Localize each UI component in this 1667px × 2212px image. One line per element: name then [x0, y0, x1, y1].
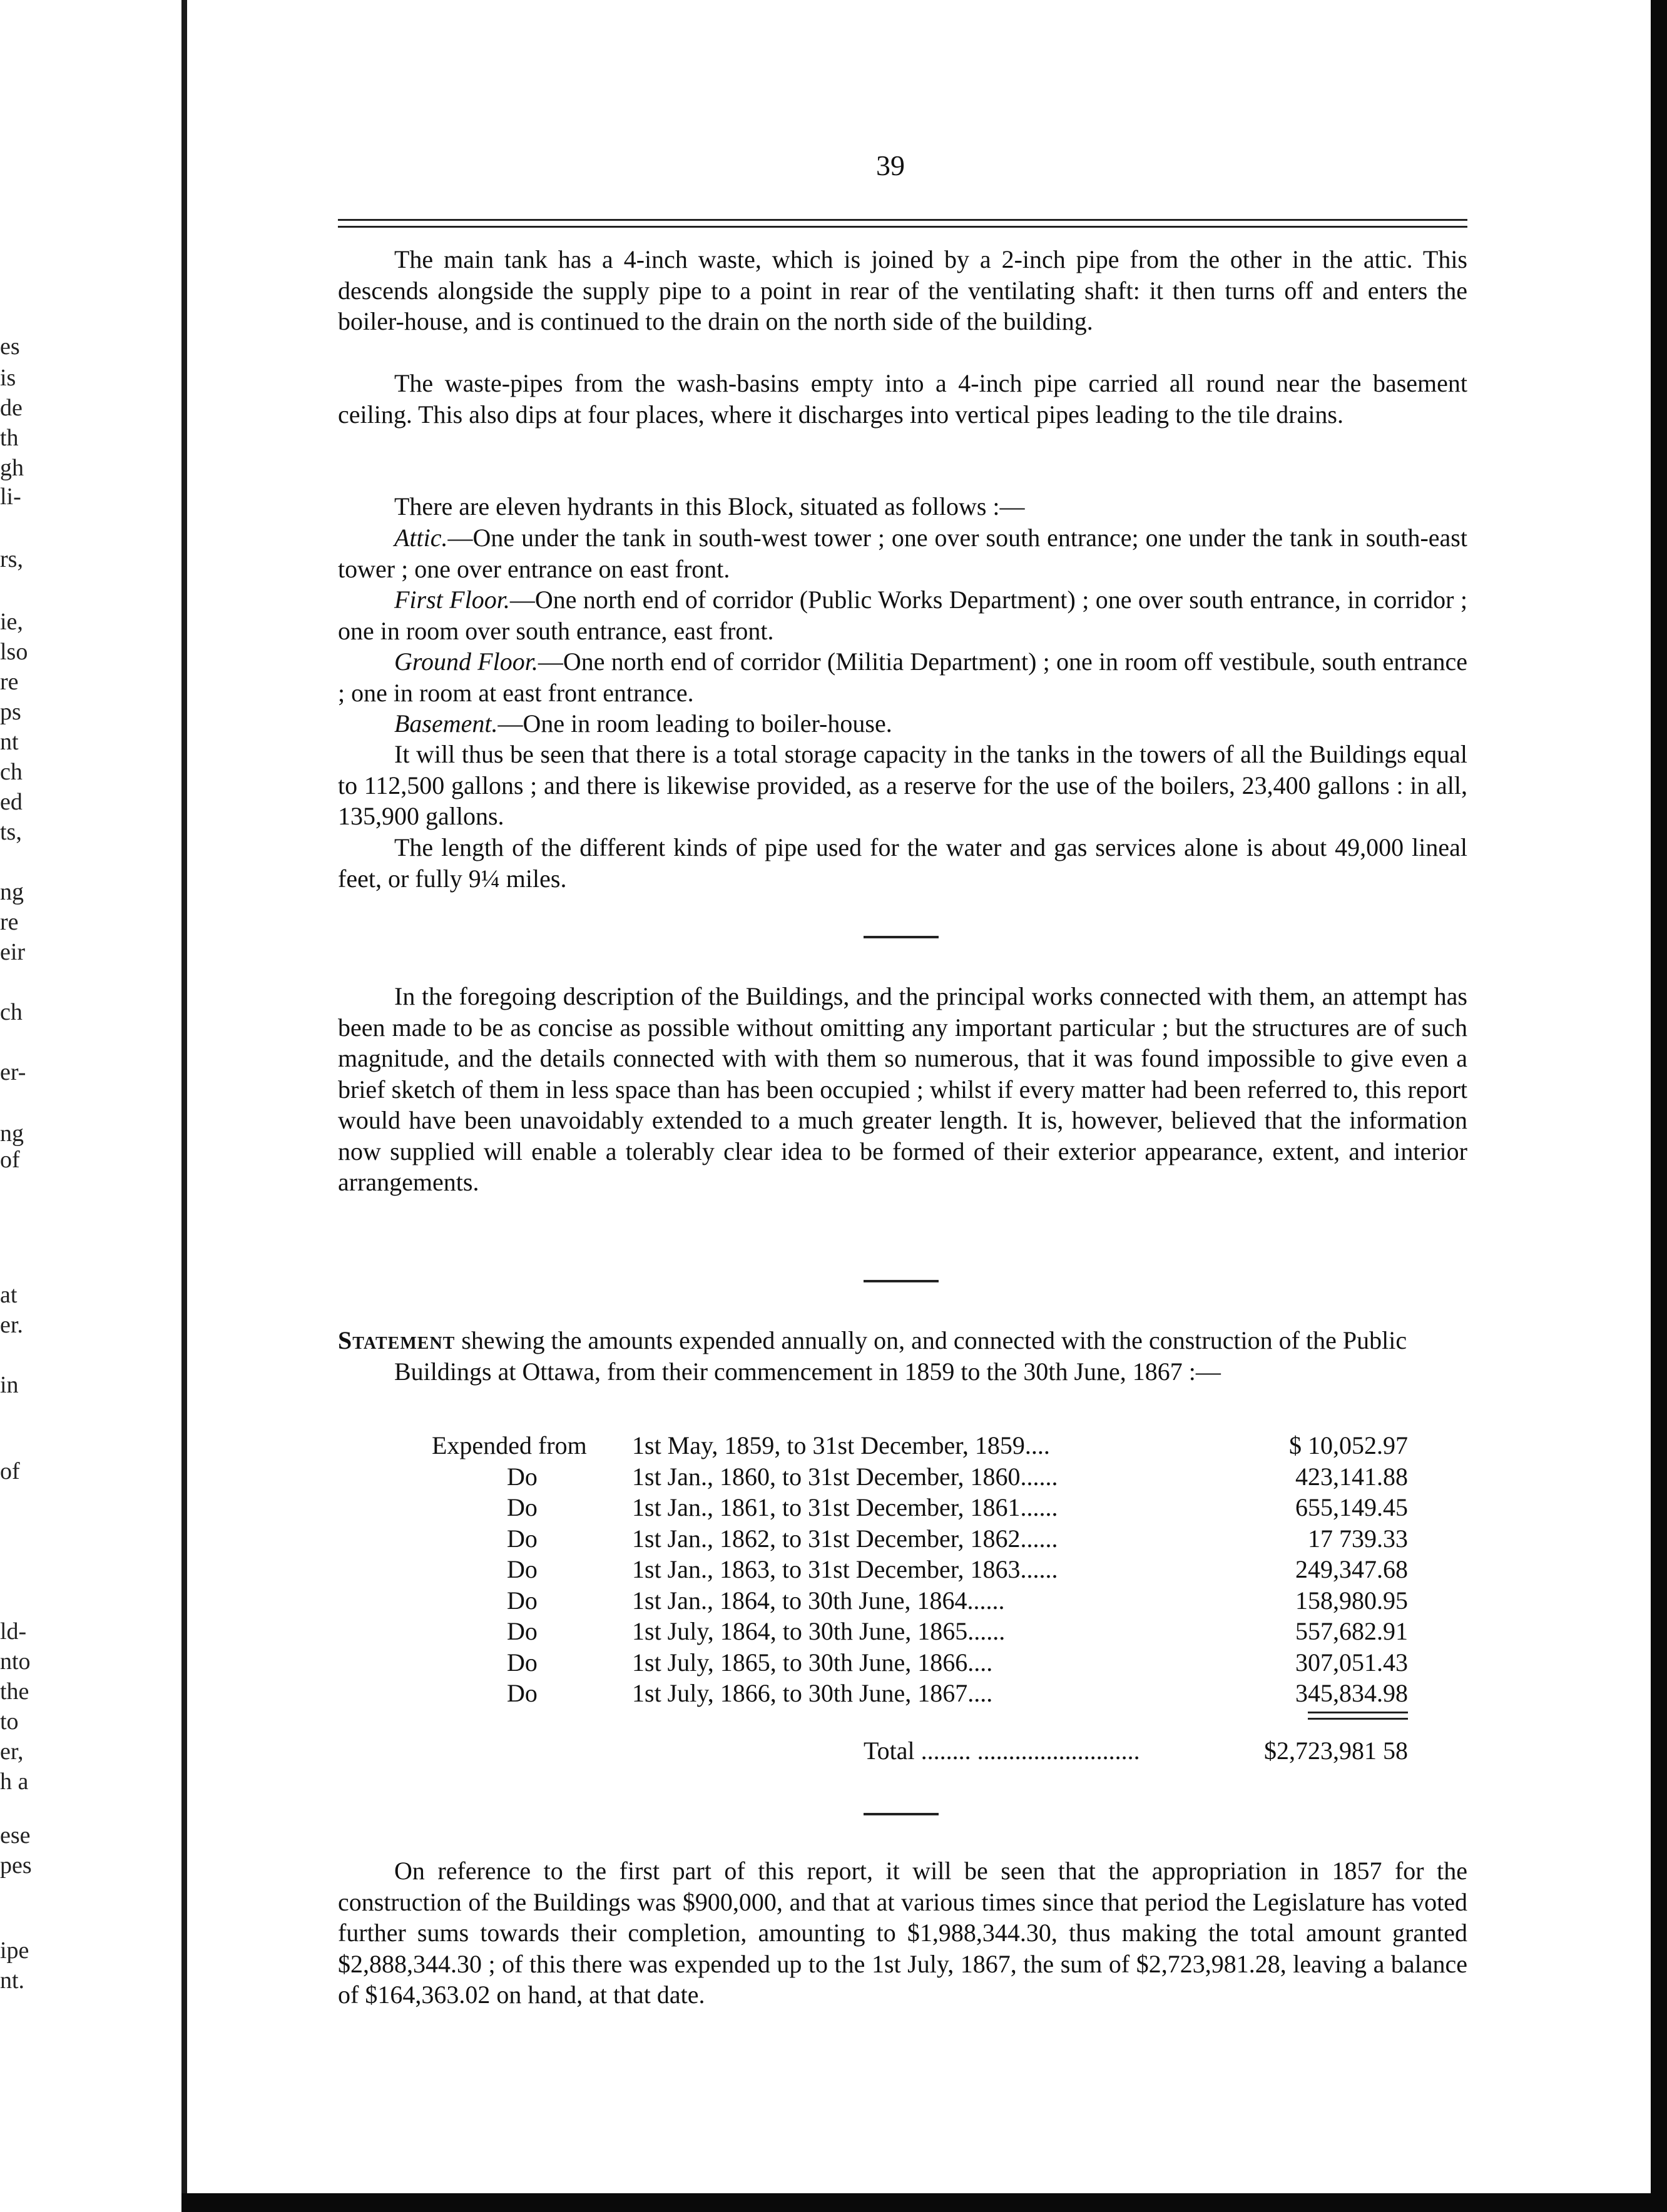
- bleed-text: th: [0, 425, 19, 451]
- bleed-text: er.: [0, 1312, 23, 1338]
- paragraph-basement: [338, 708, 1467, 739]
- row-amount: 17 739.33: [1308, 1524, 1408, 1553]
- section-divider: [864, 1280, 939, 1282]
- bleed-text: pes: [0, 1852, 32, 1879]
- scan-edge-left: [181, 0, 187, 2212]
- bleed-text: er-: [0, 1059, 26, 1085]
- bleed-text: h a: [0, 1768, 29, 1795]
- basement-text: —One in room leading to boiler-house.: [497, 709, 892, 738]
- row-amount: 345,834.98: [1295, 1679, 1408, 1707]
- row-prefix: Expended from: [432, 1431, 587, 1459]
- bleed-text: de: [0, 395, 23, 421]
- bleed-text: nto: [0, 1648, 31, 1675]
- table-row: [432, 1461, 1408, 1493]
- paragraph-hydrants-intro: There are eleven hydrants in this Block, situated as follows :—: [394, 492, 1025, 520]
- header-double-rule: [338, 219, 1467, 228]
- row-prefix: Do: [507, 1524, 538, 1553]
- row-prefix: Do: [507, 1493, 538, 1521]
- ground-floor-lead: Ground Floor.: [394, 647, 538, 676]
- bleed-text: ese: [0, 1822, 31, 1849]
- statement-intro: [338, 1325, 1467, 1387]
- bleed-text: in: [0, 1372, 19, 1398]
- scan-edge-bottom: [181, 2193, 1667, 2212]
- statement-heading: [338, 1325, 1467, 1387]
- ground-floor-text: —One north end of corridor (Militia Department) ; one in room off vestibule, south entrance ; one in room at east front entrance.: [338, 647, 1467, 707]
- total-double-rule: [1308, 1712, 1408, 1720]
- paragraph-conclusion: In the foregoing description of the Buildings, and the principal works connected with them, an attempt has been made to be as concise as possible without omitting any important particular ; but the structures are of such magnitude, and the details connected with with them so numerous, that it was found impossible to give even a brief sketch of them in less space than has been occupied ; whilst if every matter had been referred to, this report would have been unavoidably extended to a much greater length. It is, however, believed that the information now supplied will enable a tolerably clear idea to be formed of their exterior appearance, extent, and interior arrangements.: [338, 982, 1467, 1196]
- statement-intro-text: shewing the amounts expended annually on, and connected with the construction of the Public Buildings at Ottawa, from their commencement in 1859 to the 30th June, 1867 :—: [394, 1326, 1407, 1386]
- row-period: 1st July, 1866, to 30th June, 1867....: [632, 1679, 993, 1707]
- total-label: Total ........ ..........................: [864, 1737, 1140, 1765]
- attic-lead: Attic.: [394, 524, 448, 552]
- row-period: 1st Jan., 1862, to 31st December, 1862......: [632, 1524, 1058, 1553]
- table-row: [432, 1430, 1408, 1461]
- table-row: [432, 1523, 1408, 1555]
- bleed-text: ch: [0, 999, 23, 1025]
- bleed-text: is: [0, 365, 16, 391]
- section-divider: [864, 936, 939, 938]
- paragraph-pipe-length: The length of the different kinds of pipe used for the water and gas services alone is about 49,000 lineal feet, or fully 9¼ miles.: [338, 833, 1467, 893]
- basement-lead: Basement.: [394, 709, 498, 738]
- row-amount: 557,682.91: [1295, 1617, 1408, 1645]
- expenditure-table: [432, 1430, 1408, 1709]
- bleed-text: ng: [0, 879, 24, 905]
- paragraph-main-tank: The main tank has a 4-inch waste, which is joined by a 2-inch pipe from the other in the attic. This descends alongside the supply pipe to a point in rear of the ventilating shaft: it then turns off and enters the boiler-house, and is continued to the drain on the north side of the building.: [338, 245, 1467, 335]
- row-amount: 423,141.88: [1295, 1462, 1408, 1491]
- bleed-text: ng: [0, 1120, 24, 1147]
- row-period: 1st Jan., 1864, to 30th June, 1864......: [632, 1586, 1005, 1615]
- paragraph-waste-pipes: The waste-pipes from the wash-basins empty into a 4-inch pipe carried all round near the basement ceiling. This also dips at four places, where it discharges into vertical pipes leading to the tile drains.: [338, 369, 1467, 429]
- paragraph-first-floor: [338, 584, 1467, 646]
- bleed-text: nt.: [0, 1967, 25, 1994]
- attic-text: —One under the tank in south-west tower ; one over south entrance; one under the tank in south-east tower ; one over entrance on east front.: [338, 524, 1467, 583]
- table-row: [432, 1678, 1408, 1709]
- bleed-text: ie,: [0, 609, 23, 635]
- row-period: 1st Jan., 1863, to 31st December, 1863......: [632, 1555, 1058, 1583]
- paragraph-appropriation: On reference to the first part of this report, it will be seen that the appropriation in 1857 for the construction of the Buildings was $900,000, and that at various times since that period the Legislature has voted further sums towards their completion, amounting to $1,988,344.30, thus making the total amount granted $2,888,344.30 ; of this there was expended up to the 1st July, 1867, the sum of $2,723,981.28, leaving a balance of $164,363.02 on hand, at that date.: [338, 1857, 1467, 2009]
- row-prefix: Do: [507, 1679, 538, 1707]
- paragraph-ground-floor: [338, 646, 1467, 708]
- statement-label: Statement: [338, 1326, 456, 1354]
- row-period: 1st May, 1859, to 31st December, 1859....: [632, 1431, 1050, 1459]
- bleed-text: nt: [0, 729, 19, 755]
- row-prefix: Do: [507, 1462, 538, 1491]
- section-divider: [864, 1813, 939, 1815]
- table-row: [432, 1647, 1408, 1678]
- bleed-text: lso: [0, 639, 28, 665]
- paragraph-storage-capacity: It will thus be seen that there is a total storage capacity in the tanks in the towers of all the Buildings equal to 112,500 gallons ; and there is likewise provided, as a reserve for the use of the boilers, 23,400 gallons : in all, 135,900 gallons.: [338, 740, 1467, 830]
- bleed-text: ipe: [0, 1937, 29, 1964]
- bleed-text: of: [0, 1458, 20, 1484]
- bleed-text: re: [0, 669, 19, 695]
- row-amount: 158,980.95: [1295, 1586, 1408, 1615]
- bleed-text: of: [0, 1147, 20, 1173]
- row-amount: 307,051.43: [1295, 1648, 1408, 1677]
- bleed-text: li-: [0, 484, 21, 510]
- row-amount: 655,149.45: [1295, 1493, 1408, 1521]
- row-period: 1st Jan., 1860, to 31st December, 1860......: [632, 1462, 1058, 1491]
- bleed-text: es: [0, 333, 20, 360]
- bleed-text: to: [0, 1708, 19, 1735]
- bleed-text: the: [0, 1678, 29, 1705]
- bleed-text: ed: [0, 789, 23, 815]
- paragraph-attic: [338, 522, 1467, 584]
- row-prefix: Do: [507, 1648, 538, 1677]
- row-prefix: Do: [507, 1617, 538, 1645]
- table-row: [432, 1492, 1408, 1523]
- row-period: 1st Jan., 1861, to 31st December, 1861......: [632, 1493, 1058, 1521]
- bleed-text: gh: [0, 455, 24, 481]
- first-floor-lead: First Floor.: [394, 586, 510, 614]
- row-prefix: Do: [507, 1555, 538, 1583]
- bleed-text: ld-: [0, 1618, 27, 1645]
- page-number: 39: [876, 150, 905, 181]
- row-period: 1st July, 1864, to 30th June, 1865......: [632, 1617, 1006, 1645]
- bleed-text: ps: [0, 699, 21, 725]
- bleed-text: ts,: [0, 819, 22, 845]
- first-floor-text: —One north end of corridor (Public Works Department) ; one over south entrance, in corridor ; one in room over south entrance, east front.: [338, 586, 1467, 645]
- scan-edge-right: [1651, 0, 1667, 2212]
- bleed-text: at: [0, 1282, 18, 1308]
- table-row: [432, 1616, 1408, 1647]
- row-prefix: Do: [507, 1586, 538, 1615]
- total-value: $2,723,981 58: [1264, 1737, 1408, 1765]
- table-row: [432, 1585, 1408, 1616]
- bleed-text: er,: [0, 1738, 24, 1765]
- bleed-text: eir: [0, 939, 26, 965]
- bleed-text: re: [0, 909, 19, 935]
- table-row: [432, 1554, 1408, 1585]
- row-amount: $ 10,052.97: [1289, 1431, 1408, 1459]
- bleed-text: ch: [0, 759, 23, 785]
- row-period: 1st July, 1865, to 30th June, 1866....: [632, 1648, 993, 1677]
- row-amount: 249,347.68: [1295, 1555, 1408, 1583]
- bleed-text: rs,: [0, 546, 23, 572]
